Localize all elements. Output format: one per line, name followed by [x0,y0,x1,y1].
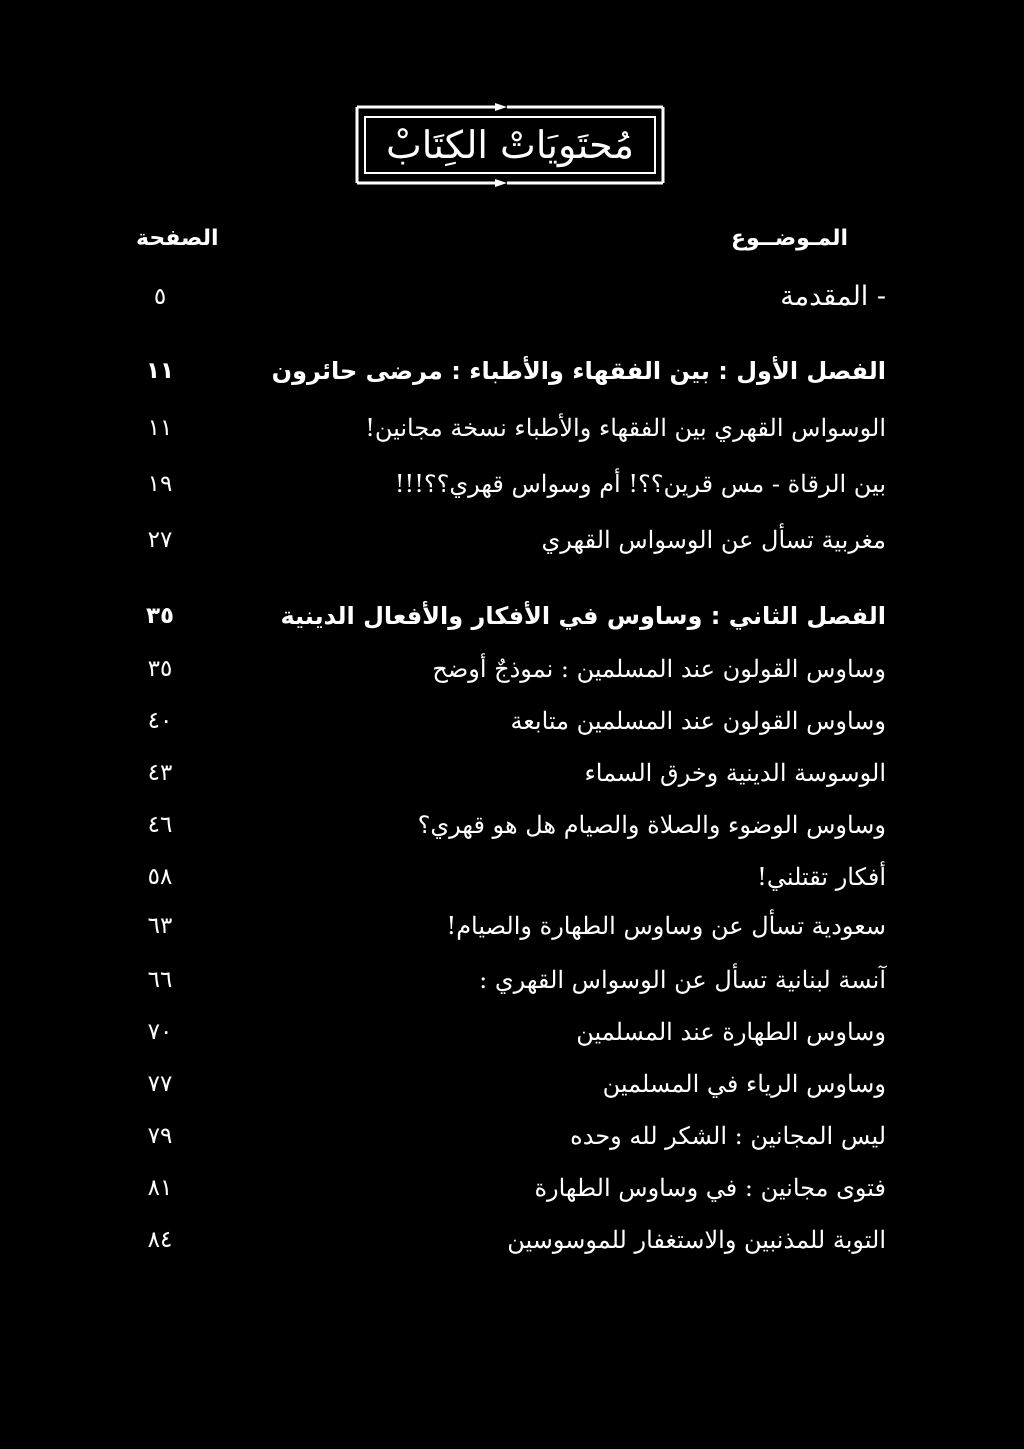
toc-entry [0,277,1024,317]
toc-entry-page: ٧٠ [147,1019,173,1045]
toc-entry [0,960,1024,1000]
toc-entry-page: ١١ [147,415,173,441]
toc-entry [0,408,1024,448]
toc-entry-page: ٦٣ [147,913,173,939]
toc-entry-title: ليس المجانين : الشكر لله وحده [570,1122,886,1150]
toc-entry [0,596,1024,636]
toc-entry-title: وساوس الوضوء والصلاة والصيام هل هو قهري؟ [417,811,886,839]
toc-entry-page: ١٩ [147,471,173,497]
toc-entry-title: بين الرقاة - مس قرين؟؟! أم وسواس قهري؟؟!!! [394,470,886,498]
toc-entry-title: وساوس الرياء في المسلمين [602,1070,886,1098]
toc-entry-page: ٦٦ [147,967,173,993]
header-page: الصفحة [136,226,219,251]
toc-entry [0,1064,1024,1104]
toc-entry-page: ٧٩ [147,1123,173,1149]
toc-entry-title: الوسوسة الدينية وخرق السماء [584,759,886,787]
header-topic: المـوضــوع [731,226,848,251]
toc-entry-page: ٨١ [147,1175,173,1201]
toc-entry-page: ٣٥ [145,603,175,629]
toc-entry-page: ٤٦ [147,812,173,838]
toc-entry [0,1220,1024,1260]
title-frame [355,103,665,187]
toc-entry-page: ٨٤ [147,1227,173,1253]
toc-entry-title: الفصل الثاني : وساوس في الأفكار والأفعال الدينية [280,602,886,630]
page-title: مُحتَويَاتْ الكِتَابْ [386,123,634,167]
toc-entry [0,1116,1024,1156]
toc-header [0,226,1024,256]
toc-entry [0,1168,1024,1208]
toc-entry-title: الفصل الأول : بين الفقهاء والأطباء : مرضى حائرون [271,357,886,385]
toc-entry-title: سعودية تسأل عن وساوس الطهارة والصيام! [446,912,886,940]
toc-entry [0,753,1024,793]
toc-entry [0,857,1024,897]
toc-entry [0,805,1024,845]
toc-entry-page: ٣٥ [147,656,173,682]
toc-entry-title: - المقدمة [780,281,886,312]
toc-entry-title: مغربية تسأل عن الوسواس القهري [541,526,886,554]
toc-entry-title: وساوس الطهارة عند المسلمين [576,1018,886,1046]
toc-entry [0,464,1024,504]
toc-entry-title: آنسة لبنانية تسأل عن الوسواس القهري : [479,966,886,994]
toc-entry-title: أفكار تقتلني! [757,863,886,891]
toc-entry-page: ٤٠ [147,708,173,734]
toc-entry [0,520,1024,560]
toc-entry-title: وساوس القولون عند المسلمين : نموذجٌ أوضح [432,655,886,683]
toc-entry-title: التوبة للمذنبين والاستغفار للموسوسين [507,1226,886,1254]
toc-entry-title: وساوس القولون عند المسلمين متابعة [510,707,886,735]
toc-entry-page: ٧٧ [147,1071,173,1097]
toc-entry [0,906,1024,946]
toc-entry-page: ١١ [145,358,175,384]
toc-entry-title: فتوى مجانين : في وساوس الطهارة [534,1174,886,1202]
toc-entry-page: ٥ [153,284,167,310]
toc-entry-page: ٤٣ [147,760,173,786]
toc-entry-page: ٥٨ [147,864,173,890]
toc-entry-title: الوسواس القهري بين الفقهاء والأطباء نسخة مجانين! [365,414,886,442]
toc-entry [0,649,1024,689]
toc-entry [0,1012,1024,1052]
toc-entry [0,351,1024,391]
toc-entry [0,701,1024,741]
toc-entry-page: ٢٧ [147,527,173,553]
